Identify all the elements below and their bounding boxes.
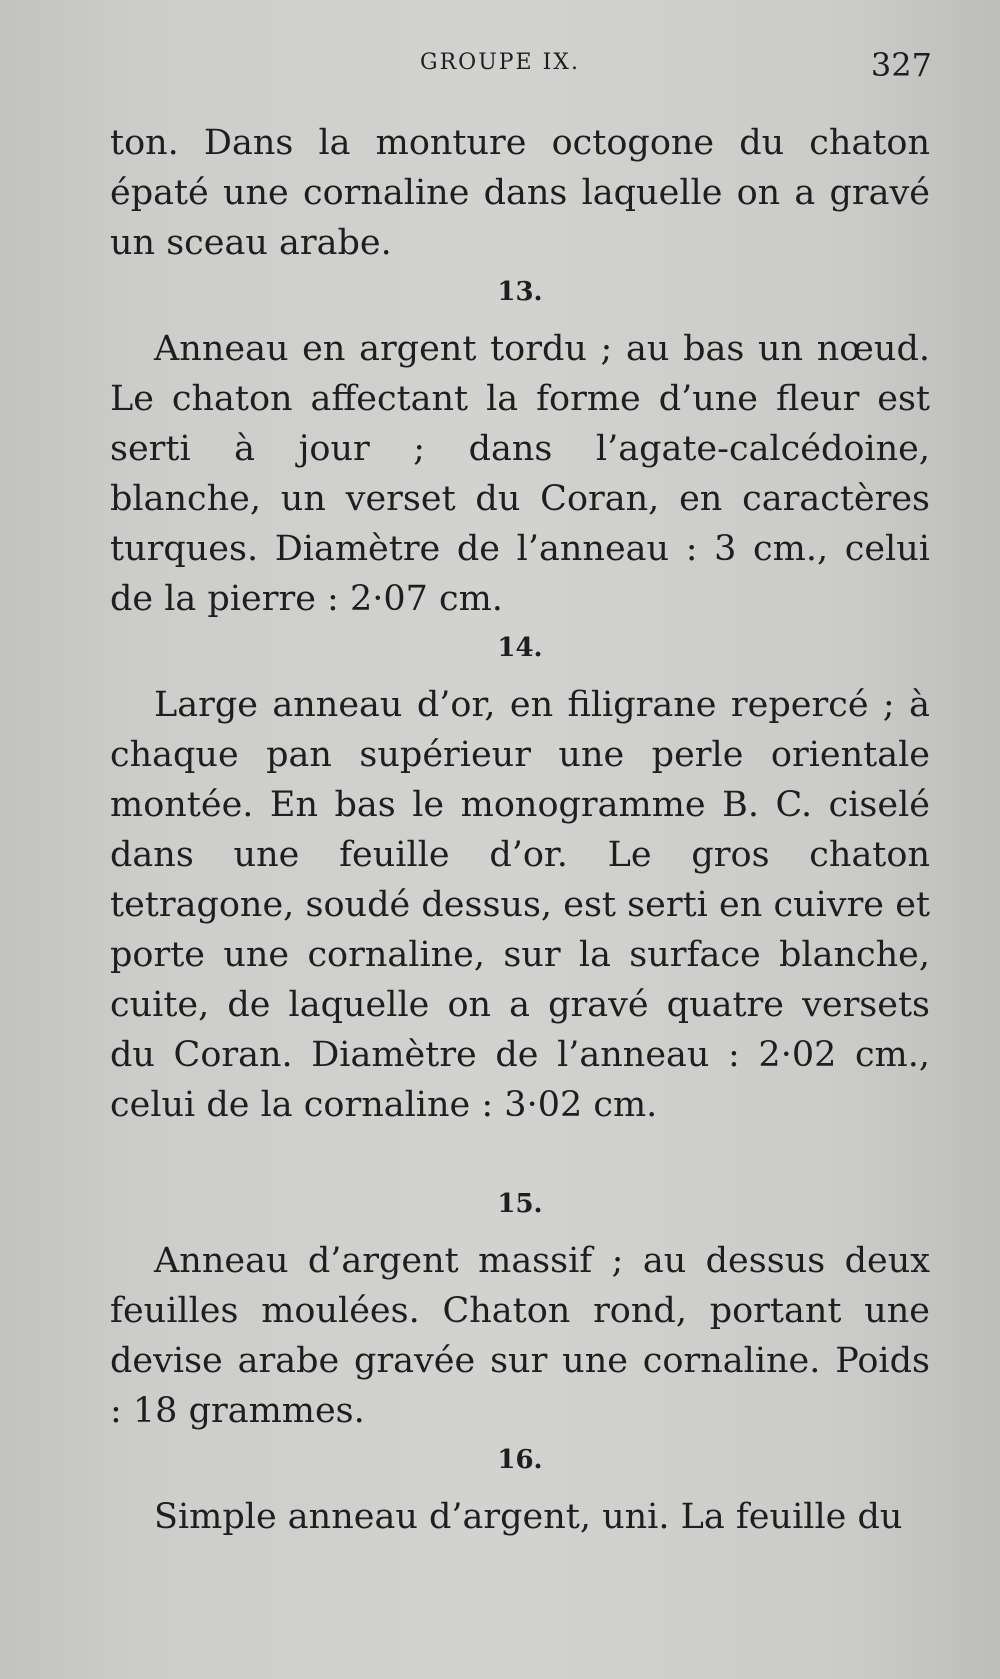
page-number: 327 — [870, 46, 932, 84]
entry-number-13: 13. — [497, 277, 543, 307]
running-head — [0, 46, 1000, 86]
continuation-paragraph: ton. Dans la monture octogone du chaton épaté une cornaline dans laquelle on a gravé un sceau arabe. — [110, 123, 930, 263]
running-title: GROUPE IX. — [420, 50, 580, 75]
entry-number-15: 15. — [497, 1189, 543, 1219]
entry-number-16: 16. — [497, 1445, 543, 1475]
entry-text-16: Simple anneau d’argent, uni. La feuille du — [154, 1497, 903, 1537]
entry-text-15: Anneau d’argent massif ; au dessus deux feuilles moulées. Chaton rond, portant une devise arabe gravée sur une cornaline. Poids : 18 grammes. — [110, 1241, 930, 1431]
entry-text-13: Anneau en argent tordu ; au bas un nœud. Le chaton affectant la forme d’une fleur est serti à jour ; dans l’agate-calcédoine, blanche, un verset du Coran, en caractères turques. Diamètre de l’anneau : 3 cm., celui de la pierre : 2·07 cm. — [110, 329, 930, 619]
entry-number-14: 14. — [497, 633, 543, 663]
body-text — [110, 118, 930, 1542]
entry-text-14: Large anneau d’or, en filigrane repercé ; à chaque pan supérieur une perle orientale montée. En bas le monogramme B. C. ciselé dans une feuille d’or. Le gros chaton tetragone, soudé dessus, est serti en cuivre et porte une cornaline, sur la surface blanche, cuite, de laquelle on a gravé quatre versets du Coran. Diamètre de l’anneau : 2·02 cm., celui de la cornaline : 3·02 cm. — [110, 685, 930, 1125]
